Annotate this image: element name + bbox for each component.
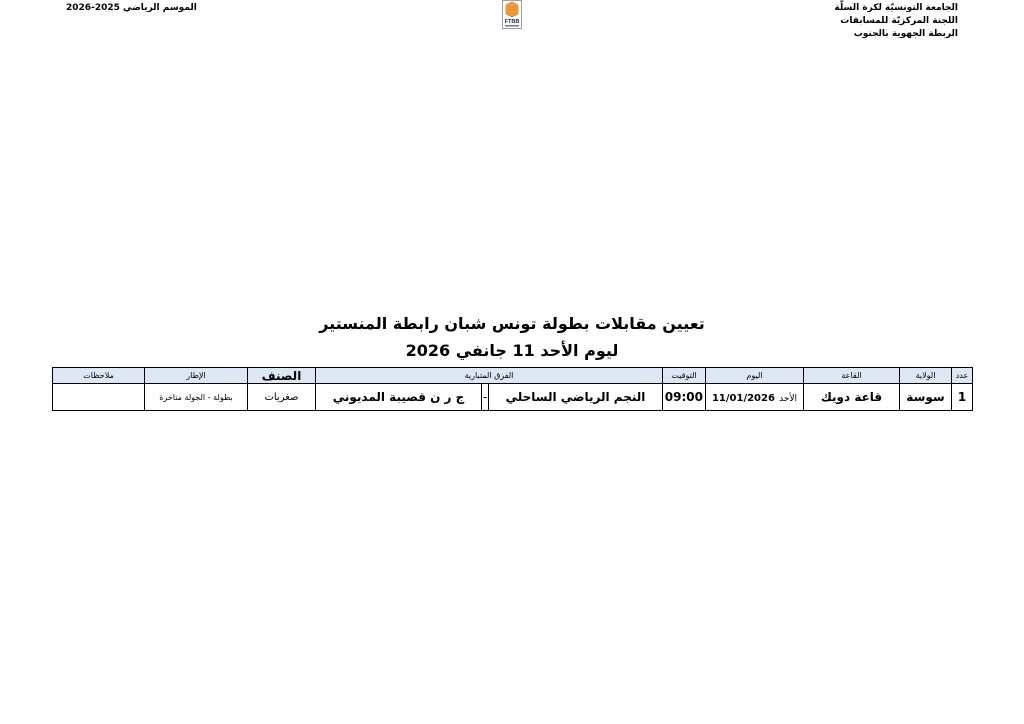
cell-hall: قاعة دويك	[804, 384, 900, 411]
cell-separator: -	[482, 384, 489, 411]
organization-header	[834, 2, 958, 41]
schedule-table	[52, 367, 973, 411]
cell-time: 09:00	[663, 384, 706, 411]
org-line-league: الربطة الجهوية بالجنوب	[853, 29, 958, 39]
page-subtitle: ليوم الأحد 11 جانفي 2026	[405, 341, 619, 360]
header-day: اليوم	[706, 368, 804, 384]
cell-frame: بطولة - الجولة متاخرة	[145, 384, 248, 411]
header-frame: الإطار	[145, 368, 248, 384]
cell-state: سوسة	[900, 384, 952, 411]
header-notes: ملاحظات	[53, 368, 145, 384]
cell-date: 11/01/2026	[711, 393, 775, 404]
header-category: الصنف	[248, 368, 316, 384]
cell-category: صغريات	[248, 384, 316, 411]
header-teams: الفرق المتبارية	[316, 368, 663, 384]
header-state: الولاية	[900, 368, 952, 384]
header-num: عدد	[952, 368, 973, 384]
season-label: الموسم الرياضي 2025-2026	[66, 3, 197, 13]
page-title: تعيين مقابلات بطولة تونس شبان رابطة المنستير	[319, 314, 705, 333]
table-header-row	[53, 368, 973, 384]
cell-num: 1	[952, 384, 973, 411]
cell-day	[706, 384, 804, 411]
ftbb-logo	[502, 0, 522, 29]
cell-team-away: ج ر ن قصيبة المديوني	[316, 384, 482, 411]
cell-notes	[53, 384, 145, 411]
header-time: التوقيت	[663, 368, 706, 384]
org-line-federation: الجامعة التونسيّة لكرة السلّة	[834, 3, 958, 13]
svg-text:FTBB: FTBB	[504, 19, 520, 25]
header-hall: القاعة	[804, 368, 900, 384]
cell-team-home: النجم الرياضي الساحلي	[489, 384, 663, 411]
cell-day-name: الأحد	[779, 394, 798, 404]
table-row	[53, 384, 973, 411]
org-line-committee: اللجنة المركزيّة للمسابقات	[840, 16, 958, 26]
